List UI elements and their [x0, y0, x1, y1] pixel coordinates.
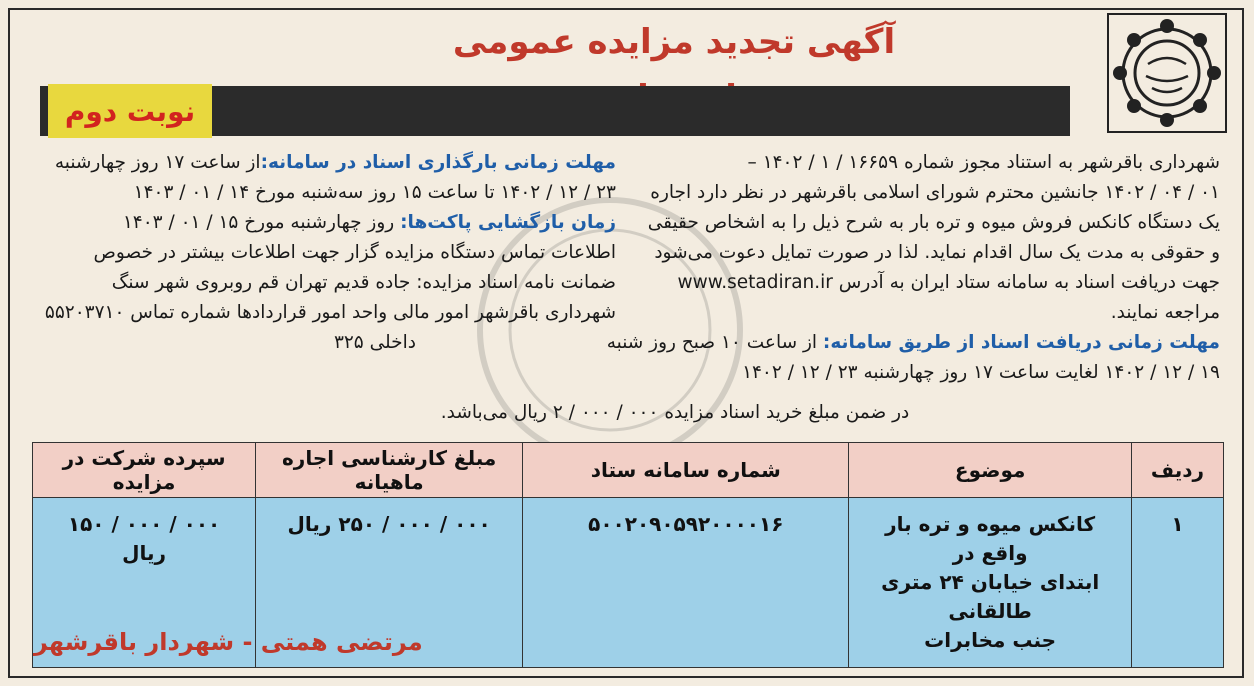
contact-line: شهرداری باقرشهر امور مالی واحد امور قراردادها شماره تماس ۵۵۲۰۳۷۱۰ — [44, 302, 616, 323]
body-line: شهرداری باقرشهر به استناد مجوز شماره ۱۶۶۵۹ / ۱ / ۱۴۰۲ – — [747, 152, 1220, 173]
body-line: ۰۱ / ۰۴ / ۱۴۰۲ جانشین محترم شورای اسلامی باقرشهر در نظر دارد اجاره — [650, 182, 1220, 203]
receive-text: از ساعت ۱۰ صبح روز شنبه — [606, 332, 823, 353]
announcement-text — [606, 148, 1220, 388]
receive-deadline-dates: ۱۹ / ۱۲ / ۱۴۰۲ لغایت ساعت ۱۷ روز چهارشنبه ۲۳ / ۱۲ / ۱۴۰۲ — [742, 362, 1220, 383]
opening-label: زمان بازگشایی پاکت‌ها: — [400, 212, 616, 233]
upload-deadline — [34, 148, 616, 178]
upload-label: مهلت زمانی بارگذاری اسناد در سامانه: — [260, 152, 616, 173]
cell-setad-no: ۵۰۰۲۰۹۰۵۹۲۰۰۰۰۱۶ — [523, 498, 849, 668]
cell-deposit: ۰۰۰ / ۰۰۰ / ۱۵۰ ریال — [33, 498, 256, 668]
contact-line: ضمانت نامه اسناد مزایده: جاده قدیم تهران قم روبروی شهر سنگ — [111, 272, 616, 293]
upload-text: از ساعت ۱۷ روز چهارشنبه — [54, 152, 261, 173]
mayor-signature: مرتضی همتی - شهردار باقرشهر — [34, 628, 423, 656]
notice-title: آگهی تجدید مزایده عمومی — [452, 22, 896, 62]
deadlines-text — [34, 148, 616, 358]
contact-line: داخلی ۳۲۵ — [333, 332, 416, 353]
cell-row-no: ۱ — [1131, 498, 1223, 668]
logo-emblem-icon — [1108, 14, 1226, 132]
opening-time — [34, 208, 616, 238]
receive-deadline — [606, 328, 1220, 358]
body-line: یک دستگاه کانکس فروش میوه و تره بار به شرح ذیل را به اشخاص حقیقی — [647, 212, 1220, 233]
round-badge: نوبت دوم — [48, 84, 212, 138]
cell-rent: ۰۰۰ / ۰۰۰ / ۲۵۰ ریال — [256, 498, 523, 668]
subject-line: جنب مخابرات — [924, 628, 1057, 652]
receive-label: مهلت زمانی دریافت اسناد از طریق سامانه: — [822, 332, 1220, 353]
col-header-row-no: ردیف — [1131, 443, 1223, 498]
body-line: مراجعه نمایند. — [1110, 302, 1220, 323]
col-header-deposit: سپرده شرکت در مزایده — [33, 443, 256, 498]
col-header-subject: موضوع — [849, 443, 1132, 498]
body-line: جهت دریافت اسناد به سامانه ستاد ایران به آدرس www.setadiran.ir — [677, 272, 1220, 293]
subject-line: ابتدای خیابان ۲۴ متری طالقانی — [881, 570, 1100, 623]
municipality-logo — [1108, 14, 1226, 132]
col-header-setad-no: شماره سامانه ستاد — [523, 443, 849, 498]
subject-line: کانکس میوه و تره بار واقع در — [885, 512, 1096, 565]
upload-deadline-dates: ۲۳ / ۱۲ / ۱۴۰۲ تا ساعت ۱۵ روز سه‌شنبه مورخ ۱۴ / ۰۱ / ۱۴۰۳ — [133, 182, 616, 203]
opening-text: روز چهارشنبه مورخ ۱۵ / ۰۱ / ۱۴۰۳ — [122, 212, 401, 233]
col-header-rent: مبلغ کارشناسی اجاره ماهیانه — [256, 443, 523, 498]
contact-line: اطلاعات تماس دستگاه مزایده گزار جهت اطلاعات بیشتر در خصوص — [93, 242, 616, 263]
document-fee: در ضمن مبلغ خرید اسناد مزایده ۰۰۰ / ۰۰۰ / ۲ ریال می‌باشد. — [440, 402, 910, 423]
table-header-row — [33, 443, 1224, 498]
body-line: و حقوقی به مدت یک سال اقدام نماید. لذا در صورت تمایل دعوت می‌شود — [654, 242, 1220, 263]
cell-subject — [849, 498, 1132, 668]
